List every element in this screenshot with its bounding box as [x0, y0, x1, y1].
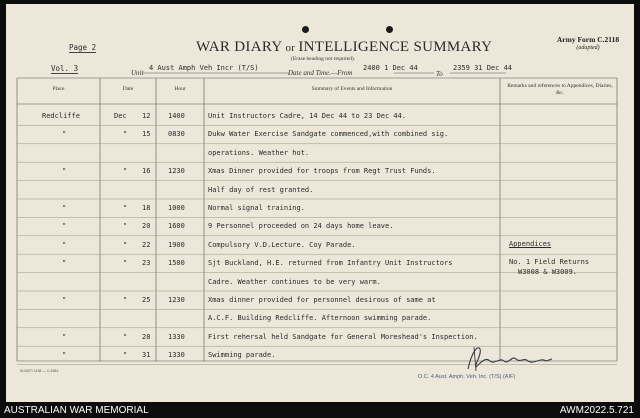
entry-summary: Dukw Water Exercise Sandgate commenced,with combined sig. — [208, 130, 449, 139]
entry-day: 23 — [142, 259, 151, 268]
entry-summary: Compulsory V.D.Lecture. Coy Parade. — [208, 240, 356, 249]
entry-hour: 1330 — [168, 351, 185, 360]
column-header-place: Place — [52, 86, 65, 92]
entry-day: 28 — [142, 332, 151, 341]
entry-place: " — [62, 240, 67, 249]
entry-hour: 1000 — [168, 204, 185, 212]
entry-month: " — [123, 222, 128, 231]
date-to: 2359 31 Dec 44 — [453, 64, 513, 72]
entry-day: 12 — [142, 112, 151, 120]
printer-mark: W.3407/ 1138 — C.4384. — [20, 369, 60, 373]
entry-month: " — [123, 259, 128, 268]
entry-month: " — [123, 130, 128, 139]
column-header-summary: Summary of Events and Information — [311, 86, 393, 92]
entry-summary: Sjt Buckland, H.E. returned from Infantry Unit Instructors — [208, 259, 453, 268]
archive-caption-right: AWM2022.5.721 — [559, 405, 634, 416]
oc-signature-block: O.C. 4 Aust. Amph. Veh. Inc. (T/S) (AIF) — [418, 374, 516, 380]
entry-summary: Cadre. Weather continues to be very warm. — [208, 277, 381, 286]
entry-hour: 1230 — [168, 296, 185, 304]
entry-summary: Swimming parade. — [208, 351, 276, 360]
entry-hour: 0830 — [168, 130, 185, 139]
entry-hour: 1230 — [168, 167, 185, 176]
entry-place: Redcliffe — [42, 112, 80, 120]
unit-label: Unit — [131, 69, 144, 77]
signature — [456, 343, 566, 373]
remarks-field-returns: No. 1 Field Returns — [509, 258, 590, 266]
entry-month: " — [123, 296, 128, 304]
entry-place: " — [62, 130, 67, 139]
page-number: Page 2 — [69, 43, 97, 52]
date-time-label: Date and Time.—From — [288, 69, 353, 77]
entry-hour: 1330 — [168, 332, 185, 341]
entry-summary: Normal signal training. — [208, 204, 305, 212]
entry-place: " — [62, 222, 67, 231]
entry-month: " — [123, 167, 128, 176]
entry-day: 16 — [142, 167, 151, 176]
remarks-appendices: Appendices — [509, 240, 552, 248]
entry-hour: 1500 — [168, 259, 185, 268]
entry-hour: 1400 — [168, 112, 185, 120]
entry-summary: operations. Weather hot. — [208, 148, 310, 157]
column-header-remarks: Remarks and references to Appendices, Diaries, &c. — [507, 83, 613, 96]
entry-summary: Half day of rest granted. — [208, 185, 314, 194]
column-header-date: Date — [122, 86, 134, 92]
diary-sheet — [6, 4, 634, 402]
entry-month: " — [123, 204, 128, 212]
entry-place: " — [62, 296, 67, 304]
entry-summary: Xmas Dinner provided for troops from Regt Trust Funds. — [208, 167, 436, 176]
entry-day: 31 — [142, 351, 151, 360]
entry-hour: 1900 — [168, 240, 185, 249]
remarks-form-numbers: W3008 & W3009. — [518, 268, 578, 276]
entry-summary: 9 Personnel proceeded on 24 days home leave. — [208, 222, 394, 231]
volume-number: Vol. 3 — [51, 64, 79, 73]
entry-place: " — [62, 351, 67, 360]
archive-caption-left: AUSTRALIAN WAR MEMORIAL — [4, 405, 149, 416]
entry-place: " — [62, 167, 67, 176]
entry-month: " — [123, 351, 128, 360]
unit-value: 4 Aust Amph Veh Incr (T/S) — [149, 64, 259, 72]
form-title: WAR DIARY or INTELLIGENCE SUMMARY — [196, 39, 493, 55]
entry-day: 20 — [142, 222, 151, 231]
entry-place: " — [62, 259, 67, 268]
entry-place: " — [62, 204, 67, 212]
entry-day: 25 — [142, 296, 151, 304]
entry-summary: Unit Instructors Cadre, 14 Dec 44 to 23 Dec 44. — [208, 112, 407, 120]
date-from: 2400 1 Dec 44 — [363, 64, 418, 72]
entry-place: " — [62, 332, 67, 341]
entry-day: 22 — [142, 240, 151, 249]
entry-hour: 1600 — [168, 222, 185, 231]
entry-summary: First rehersal held Sandgate for General Moreshead's Inspection. — [208, 332, 478, 341]
entry-day: 18 — [142, 204, 151, 212]
army-form-number: Army Form C.2118 (adapted) — [556, 35, 620, 51]
to-label: To — [436, 70, 443, 78]
entry-month: Dec — [114, 112, 127, 120]
entry-day: 15 — [142, 130, 151, 139]
entry-summary: Xmas dinner provided for personnel desirous of same at — [208, 296, 436, 304]
form-subnote: (Erase heading not required). — [291, 56, 356, 62]
entry-month: " — [123, 240, 128, 249]
entry-month: " — [123, 332, 128, 341]
entry-summary: A.C.F. Building Redcliffe. Afternoon swimming parade. — [208, 314, 432, 323]
column-header-hour: Hour — [174, 86, 186, 92]
